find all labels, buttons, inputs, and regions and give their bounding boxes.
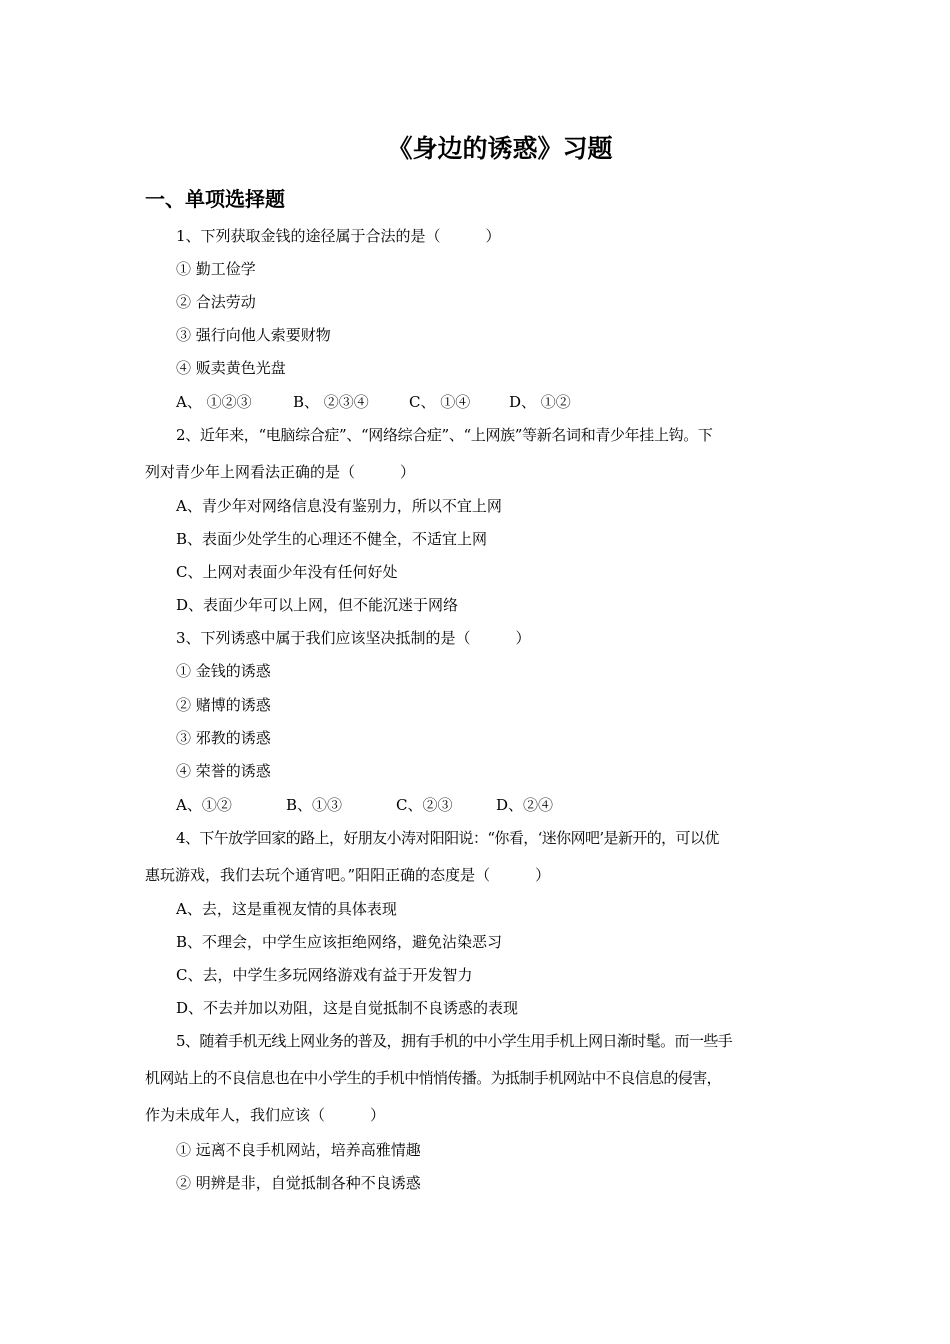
q1-item-1: ① 勤工俭学 xyxy=(176,260,256,278)
q3-item-4: ④ 荣誉的诱惑 xyxy=(176,762,271,780)
q1-option-b: B、 ②③④ xyxy=(293,393,369,411)
q3-option-c: C、②③ xyxy=(396,796,453,814)
q1-item-3: ③ 强行向他人索要财物 xyxy=(176,326,331,344)
q2-stem-line1: 2、近年来，“电脑综合症”、“网络综合症”、“上网族”等新名词和青少年挂上钩。下 xyxy=(176,426,713,444)
q2-option-d: D、表面少年可以上网，但不能沉迷于网络 xyxy=(176,596,459,614)
q2-option-b: B、表面少处学生的心理还不健全，不适宜上网 xyxy=(176,530,488,548)
q5-stem-line2: 机网站上的不良信息也在中小学生的手机中悄悄传播。为抵制手机网站中不良信息的侵害， xyxy=(145,1069,722,1087)
section-heading: 一、单项选择题 xyxy=(145,187,285,211)
q4-option-a: A、去，这是重视友情的具体表现 xyxy=(176,900,397,918)
q3-item-1: ① 金钱的诱惑 xyxy=(176,662,271,680)
q3-stem: 3、下列诱惑中属于我们应该坚决抵制的是（ ） xyxy=(176,629,531,647)
q1-stem: 1、下列获取金钱的途径属于合法的是（ ） xyxy=(176,227,501,245)
q2-stem-line2: 列对青少年上网看法正确的是（ ） xyxy=(145,463,416,481)
q3-item-2: ② 赌博的诱惑 xyxy=(176,696,271,714)
q2-option-c: C、上网对表面少年没有任何好处 xyxy=(176,563,398,581)
page-title: 《身边的诱惑》习题 xyxy=(387,134,613,163)
q3-option-b: B、①③ xyxy=(286,796,343,814)
q2-option-a: A、青少年对网络信息没有鉴别力，所以不宜上网 xyxy=(176,497,502,515)
q5-stem-line3: 作为未成年人，我们应该（ ） xyxy=(145,1106,386,1124)
q5-item-1: ① 远离不良手机网站，培养高雅情趣 xyxy=(176,1141,421,1159)
q4-stem-line1: 4、下午放学回家的路上，好朋友小涛对阳阳说：“你看，‘迷你网吧’是新开的，可以优 xyxy=(176,829,719,847)
q1-option-c: C、 ①④ xyxy=(409,393,471,411)
q3-option-a: A、①② xyxy=(176,796,232,814)
q4-stem-line2: 惠玩游戏，我们去玩个通宵吧。”阳阳正确的态度是（ ） xyxy=(145,866,551,884)
q5-stem-line1: 5、随着手机无线上网业务的普及，拥有手机的中小学生用手机上网日渐时髦。而一些手 xyxy=(176,1032,733,1050)
q3-item-3: ③ 邪教的诱惑 xyxy=(176,729,271,747)
q5-item-2: ② 明辨是非，自觉抵制各种不良诱惑 xyxy=(176,1174,421,1192)
q4-option-b: B、不理会，中学生应该拒绝网络，避免沾染恶习 xyxy=(176,933,503,951)
q3-options xyxy=(176,793,553,817)
q4-option-c: C、去，中学生多玩网络游戏有益于开发智力 xyxy=(176,966,473,984)
q1-item-2: ② 合法劳动 xyxy=(176,293,256,311)
q1-option-a: A、 ①②③ xyxy=(176,393,252,411)
q1-options xyxy=(176,390,571,414)
q3-option-d: D、②④ xyxy=(496,796,554,814)
q4-option-d: D、不去并加以劝阻，这是自觉抵制不良诱惑的表现 xyxy=(176,999,519,1017)
q1-option-d: D、 ①② xyxy=(509,393,571,411)
q1-item-4: ④ 贩卖黄色光盘 xyxy=(176,359,286,377)
